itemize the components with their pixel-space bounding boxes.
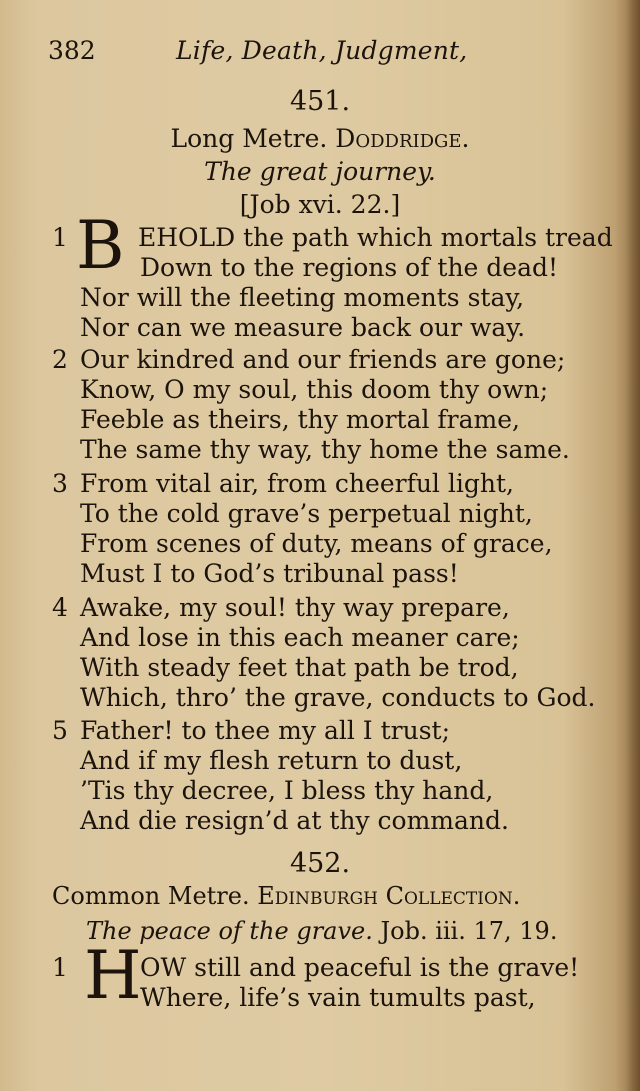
verse-line: Our kindred and our friends are gone;: [80, 345, 566, 374]
verse-line: Nor can we measure back our way.: [80, 313, 526, 342]
verse-line: Must I to God’s tribunal pass!: [80, 559, 459, 588]
author: Doddridge.: [335, 124, 470, 153]
verse-number: 1: [52, 953, 68, 982]
hymn-title: The peace of the grave.: [86, 917, 373, 945]
verse-line: Know, O my soul, this doom thy own;: [80, 375, 549, 404]
verse-line: To the cold grave’s perpetual night,: [80, 499, 533, 528]
verse-line: From scenes of duty, means of grace,: [80, 529, 553, 558]
verse-line: Down to the regions of the dead!: [140, 253, 559, 282]
verse-line: Awake, my soul! thy way prepare,: [80, 593, 510, 622]
metre: Long Metre.: [170, 124, 328, 153]
hymn-number: 451.: [289, 86, 351, 117]
verse-line: And lose in this each meaner care;: [80, 623, 520, 652]
hymn-metre-line: [52, 882, 520, 910]
scripture-reference: [Job xvi. 22.]: [239, 190, 401, 219]
page-number: 382: [48, 36, 96, 65]
hymn-title: The great journey.: [204, 157, 436, 186]
hymn-number: 452.: [289, 848, 351, 879]
verse-line: From vital air, from cheerful light,: [80, 469, 514, 498]
drop-cap: B: [76, 207, 125, 284]
metre: Common Metre.: [52, 882, 250, 910]
drop-cap: H: [84, 937, 142, 1014]
verse-number: 1: [52, 223, 68, 252]
verse-line: Feeble as theirs, thy mortal frame,: [80, 405, 520, 434]
hymn-title-line: [86, 917, 557, 945]
verse-number: 3: [52, 469, 68, 498]
verse-line: EHOLD the path which mortals tread: [138, 223, 613, 252]
verse-number: 5: [52, 716, 68, 745]
hymn-metre-line: [0, 124, 640, 153]
verse-line: And if my flesh return to dust,: [80, 746, 463, 775]
source: Edinburgh Collection.: [257, 882, 521, 910]
verse-line: ’Tis thy decree, I bless thy hand,: [80, 776, 494, 805]
verse-line: The same thy way, thy home the same.: [80, 435, 570, 464]
verse-number: 2: [52, 345, 68, 374]
verse-line: Nor will the fleeting moments stay,: [80, 283, 525, 312]
verse-line: Father! to thee my all I trust;: [80, 716, 451, 745]
verse-line: And die resign’d at thy command.: [80, 806, 509, 835]
verse-line: With steady feet that path be trod,: [80, 653, 519, 682]
running-title: Life, Death, Judgment,: [176, 36, 468, 65]
verse-line: OW still and peaceful is the grave!: [140, 953, 580, 982]
verse-number: 4: [52, 593, 68, 622]
verse-line: Which, thro’ the grave, conducts to God.: [80, 683, 596, 712]
scripture-reference: Job. iii. 17, 19.: [380, 917, 558, 945]
verse-line: Where, life’s vain tumults past,: [140, 983, 536, 1012]
